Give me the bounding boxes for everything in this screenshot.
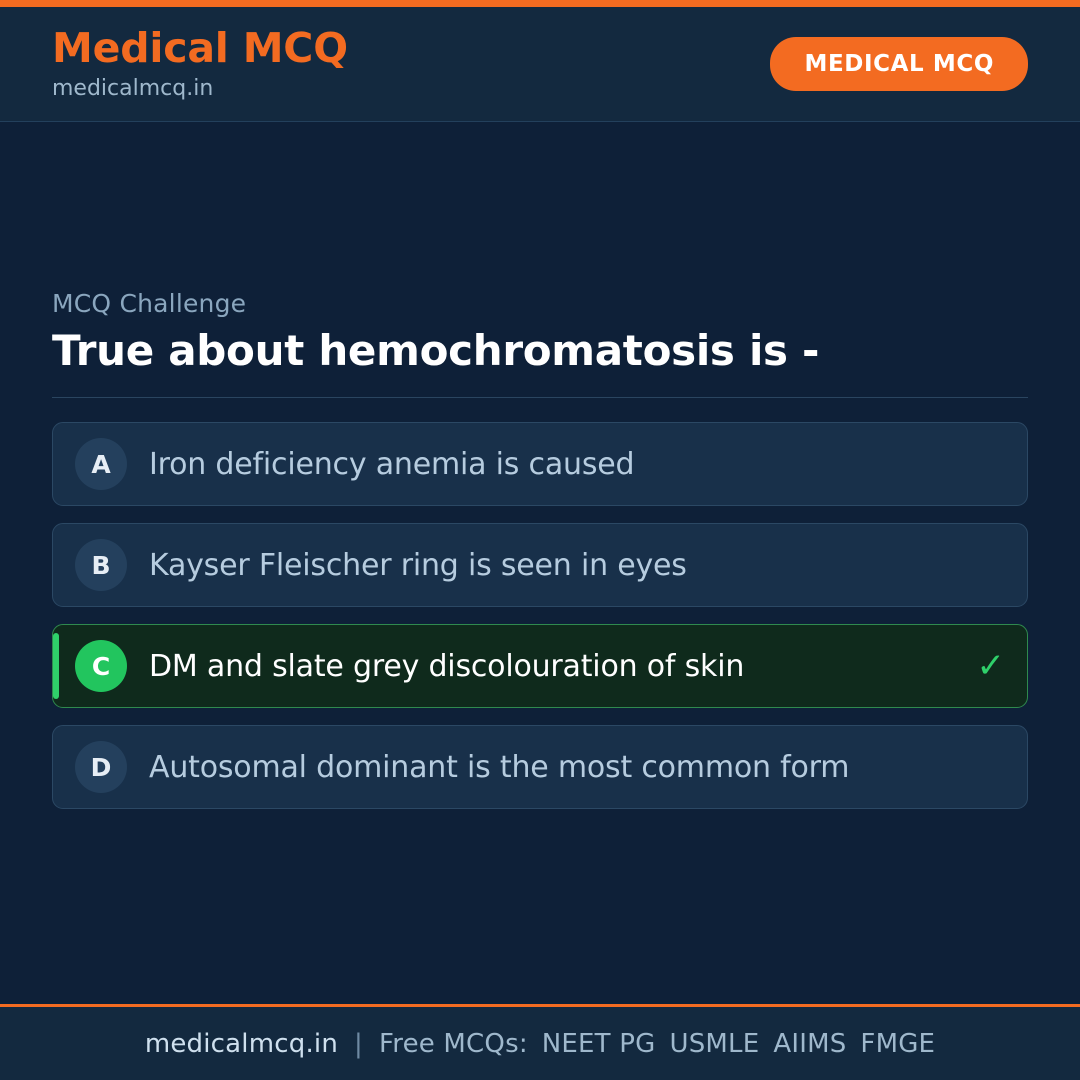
check-icon: ✓ bbox=[976, 646, 1005, 687]
brand-block bbox=[52, 23, 348, 101]
footer-exam-aiims: AIIMS bbox=[773, 1028, 847, 1059]
option-d[interactable] bbox=[52, 725, 1028, 809]
option-b-badge: B bbox=[75, 539, 127, 591]
brand-title: Medical MCQ bbox=[52, 23, 348, 72]
footer-separator: | bbox=[354, 1028, 363, 1059]
option-c-badge: C bbox=[75, 640, 127, 692]
divider bbox=[52, 397, 1028, 398]
option-b-label: Kayser Fleischer ring is seen in eyes bbox=[149, 547, 687, 583]
option-b[interactable] bbox=[52, 523, 1028, 607]
question-text: True about hemochromatosis is - bbox=[52, 325, 820, 375]
main-content bbox=[0, 122, 1080, 1004]
header-badge: MEDICAL MCQ bbox=[770, 37, 1028, 91]
footer-exam-neet-pg: NEET PG bbox=[541, 1028, 656, 1059]
footer-exam-usmle: USMLE bbox=[669, 1028, 760, 1059]
top-accent-bar bbox=[0, 0, 1080, 7]
option-d-badge: D bbox=[75, 741, 127, 793]
option-c[interactable] bbox=[52, 624, 1028, 708]
option-c-label: DM and slate grey discolouration of skin bbox=[149, 648, 745, 684]
options-list bbox=[52, 422, 1028, 809]
option-d-label: Autosomal dominant is the most common form bbox=[149, 749, 850, 785]
footer-site: medicalmcq.in bbox=[144, 1028, 339, 1059]
header bbox=[0, 7, 1080, 122]
footer-label: Free MCQs: bbox=[378, 1028, 528, 1059]
brand-subtitle: medicalmcq.in bbox=[52, 75, 214, 101]
footer-exam-fmge: FMGE bbox=[860, 1028, 936, 1059]
option-a[interactable] bbox=[52, 422, 1028, 506]
kicker-label: MCQ Challenge bbox=[52, 288, 247, 318]
footer bbox=[0, 1004, 1080, 1080]
option-a-badge: A bbox=[75, 438, 127, 490]
option-a-label: Iron deficiency anemia is caused bbox=[149, 446, 635, 482]
